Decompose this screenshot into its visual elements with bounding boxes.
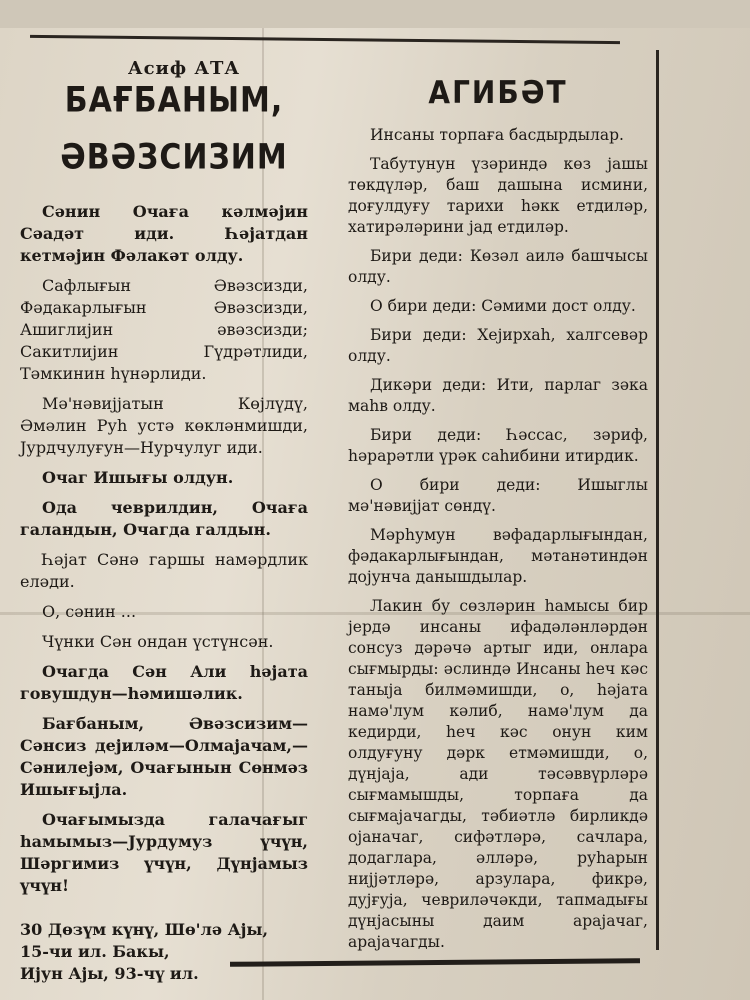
right-article bbox=[348, 76, 648, 961]
left-article bbox=[20, 52, 308, 985]
article-title-line1: БАҒБАНЫМ, bbox=[64, 80, 284, 121]
paragraph: Инсаны торпаға басдырдылар. bbox=[370, 126, 624, 144]
paragraph: Бағбаным, Әвәзсизим—Сәнсиз дејиләм—Олмајачам,—Сәнилејәм, Очағынын Сөнмәз Ишығыјла. bbox=[20, 714, 308, 799]
paragraph: Ода чеврилдин, Очаға галандын, Очагда галдын. bbox=[20, 498, 308, 539]
paragraph: Очағымызда галачағыг һамымыз—Јурдумуз үчүн, Шәргимиз үчүн, Дүнјамыз үчүн! bbox=[20, 810, 308, 895]
paragraph: Мәрһумун вәфадарлығындан, фәдакарлығындан, мәтанәтиндән дојунча данышдылар. bbox=[348, 526, 648, 586]
signature-line: Ијун Ајы, 93-чү ил. bbox=[20, 964, 199, 983]
signature-line: 30 Дөзүм күнү, Шө'лә Ајы, bbox=[20, 920, 269, 939]
paragraph: Дикәри деди: Ити, парлаг зәка маһв олду. bbox=[348, 376, 648, 415]
right-column-rule bbox=[656, 50, 659, 950]
paragraph: Һәјат Сәнә гаршы намәрдлик елəди. bbox=[20, 550, 308, 591]
signature-block bbox=[20, 919, 308, 985]
paragraph: Сафлығын Әвәзсизди, Фәдакарлығын Әвәзсизди, Ашиглијин әвәзсизди; Сакитлијин Гүдрәтлиди, Тәмкинин һүнәрлиди. bbox=[20, 276, 308, 383]
paragraph: Бири деди: Хејирхаһ, халгсевәр олду. bbox=[348, 326, 648, 365]
paragraph: Бири деди: Көзәл аилә башчысы олду. bbox=[348, 247, 648, 286]
paragraph: О, сәнин ... bbox=[42, 602, 137, 621]
paragraph: Очаг Ишығы олдун. bbox=[42, 468, 234, 487]
paragraph: Чүнки Сән ондан үстүнсән. bbox=[42, 632, 274, 651]
paragraph: Бири деди: Һәссас, зәриф, һәрарәтли үрәк саһибини итирдик. bbox=[348, 426, 648, 465]
article-title-line2: ӘВӘЗСИЗИМ bbox=[60, 137, 288, 178]
paragraph: Очагда Сән Али һәјата говушдун—һәмишәлик. bbox=[20, 662, 308, 703]
paragraph: Мә'нәвијјатын Көјлүдү, Әмәлин Руһ устә көкләнмишди, Јурдчулуғун—Нурчулуг иди. bbox=[20, 394, 308, 457]
paragraph: О бири деди: Сәмими дост олду. bbox=[370, 297, 636, 315]
paragraph: Сәнин Очаға кәлмәјин Сәадәт иди. Һәјатдан кетмәјин Фәлакәт олду. bbox=[20, 202, 308, 265]
author-name: Асиф АТА bbox=[127, 58, 241, 79]
paragraph: О бири деди: Ишыглы мә'нәвијјат сөндү. bbox=[348, 476, 648, 515]
article-title: АГИБӘТ bbox=[428, 74, 568, 111]
signature-line: 15-чи ил. Бакы, bbox=[20, 942, 170, 961]
paragraph: Табутунун үзәриндә көз јашы төкдүләр, баш дашына исмини, доғулдуғу тарихи һәкк етдиләр, хатирәләрини јад етдиләр. bbox=[348, 155, 648, 236]
paragraph: Лакин бу сөзләрин һамысы бир јердә инсаны ифадәләнләрдән сонсуз дәрәчә артыг иди, онлара сығмырды: әслиндә Инсаны һеч кәс таныја билмәмишди, о, һәјата намә'лум кәлиб, намә'лум да кедирди, һеч кәс онун ким олдуғуну дәрк етмәмишди, о, дүнјаја, ади тәсәввүрләрә сығмамышды, торпаға да сығмајачагды, тәбиәтлә бирликдә ојаначаг, сифәтләрә, сачлара, додаглара, әлләрә, руһарын нијјәтләрә, арзулара, фикрә, дујғуја, чеврилəчәкди, тапмадығы дүнјасыны даим арајачаг, арајачагды. bbox=[348, 597, 648, 951]
